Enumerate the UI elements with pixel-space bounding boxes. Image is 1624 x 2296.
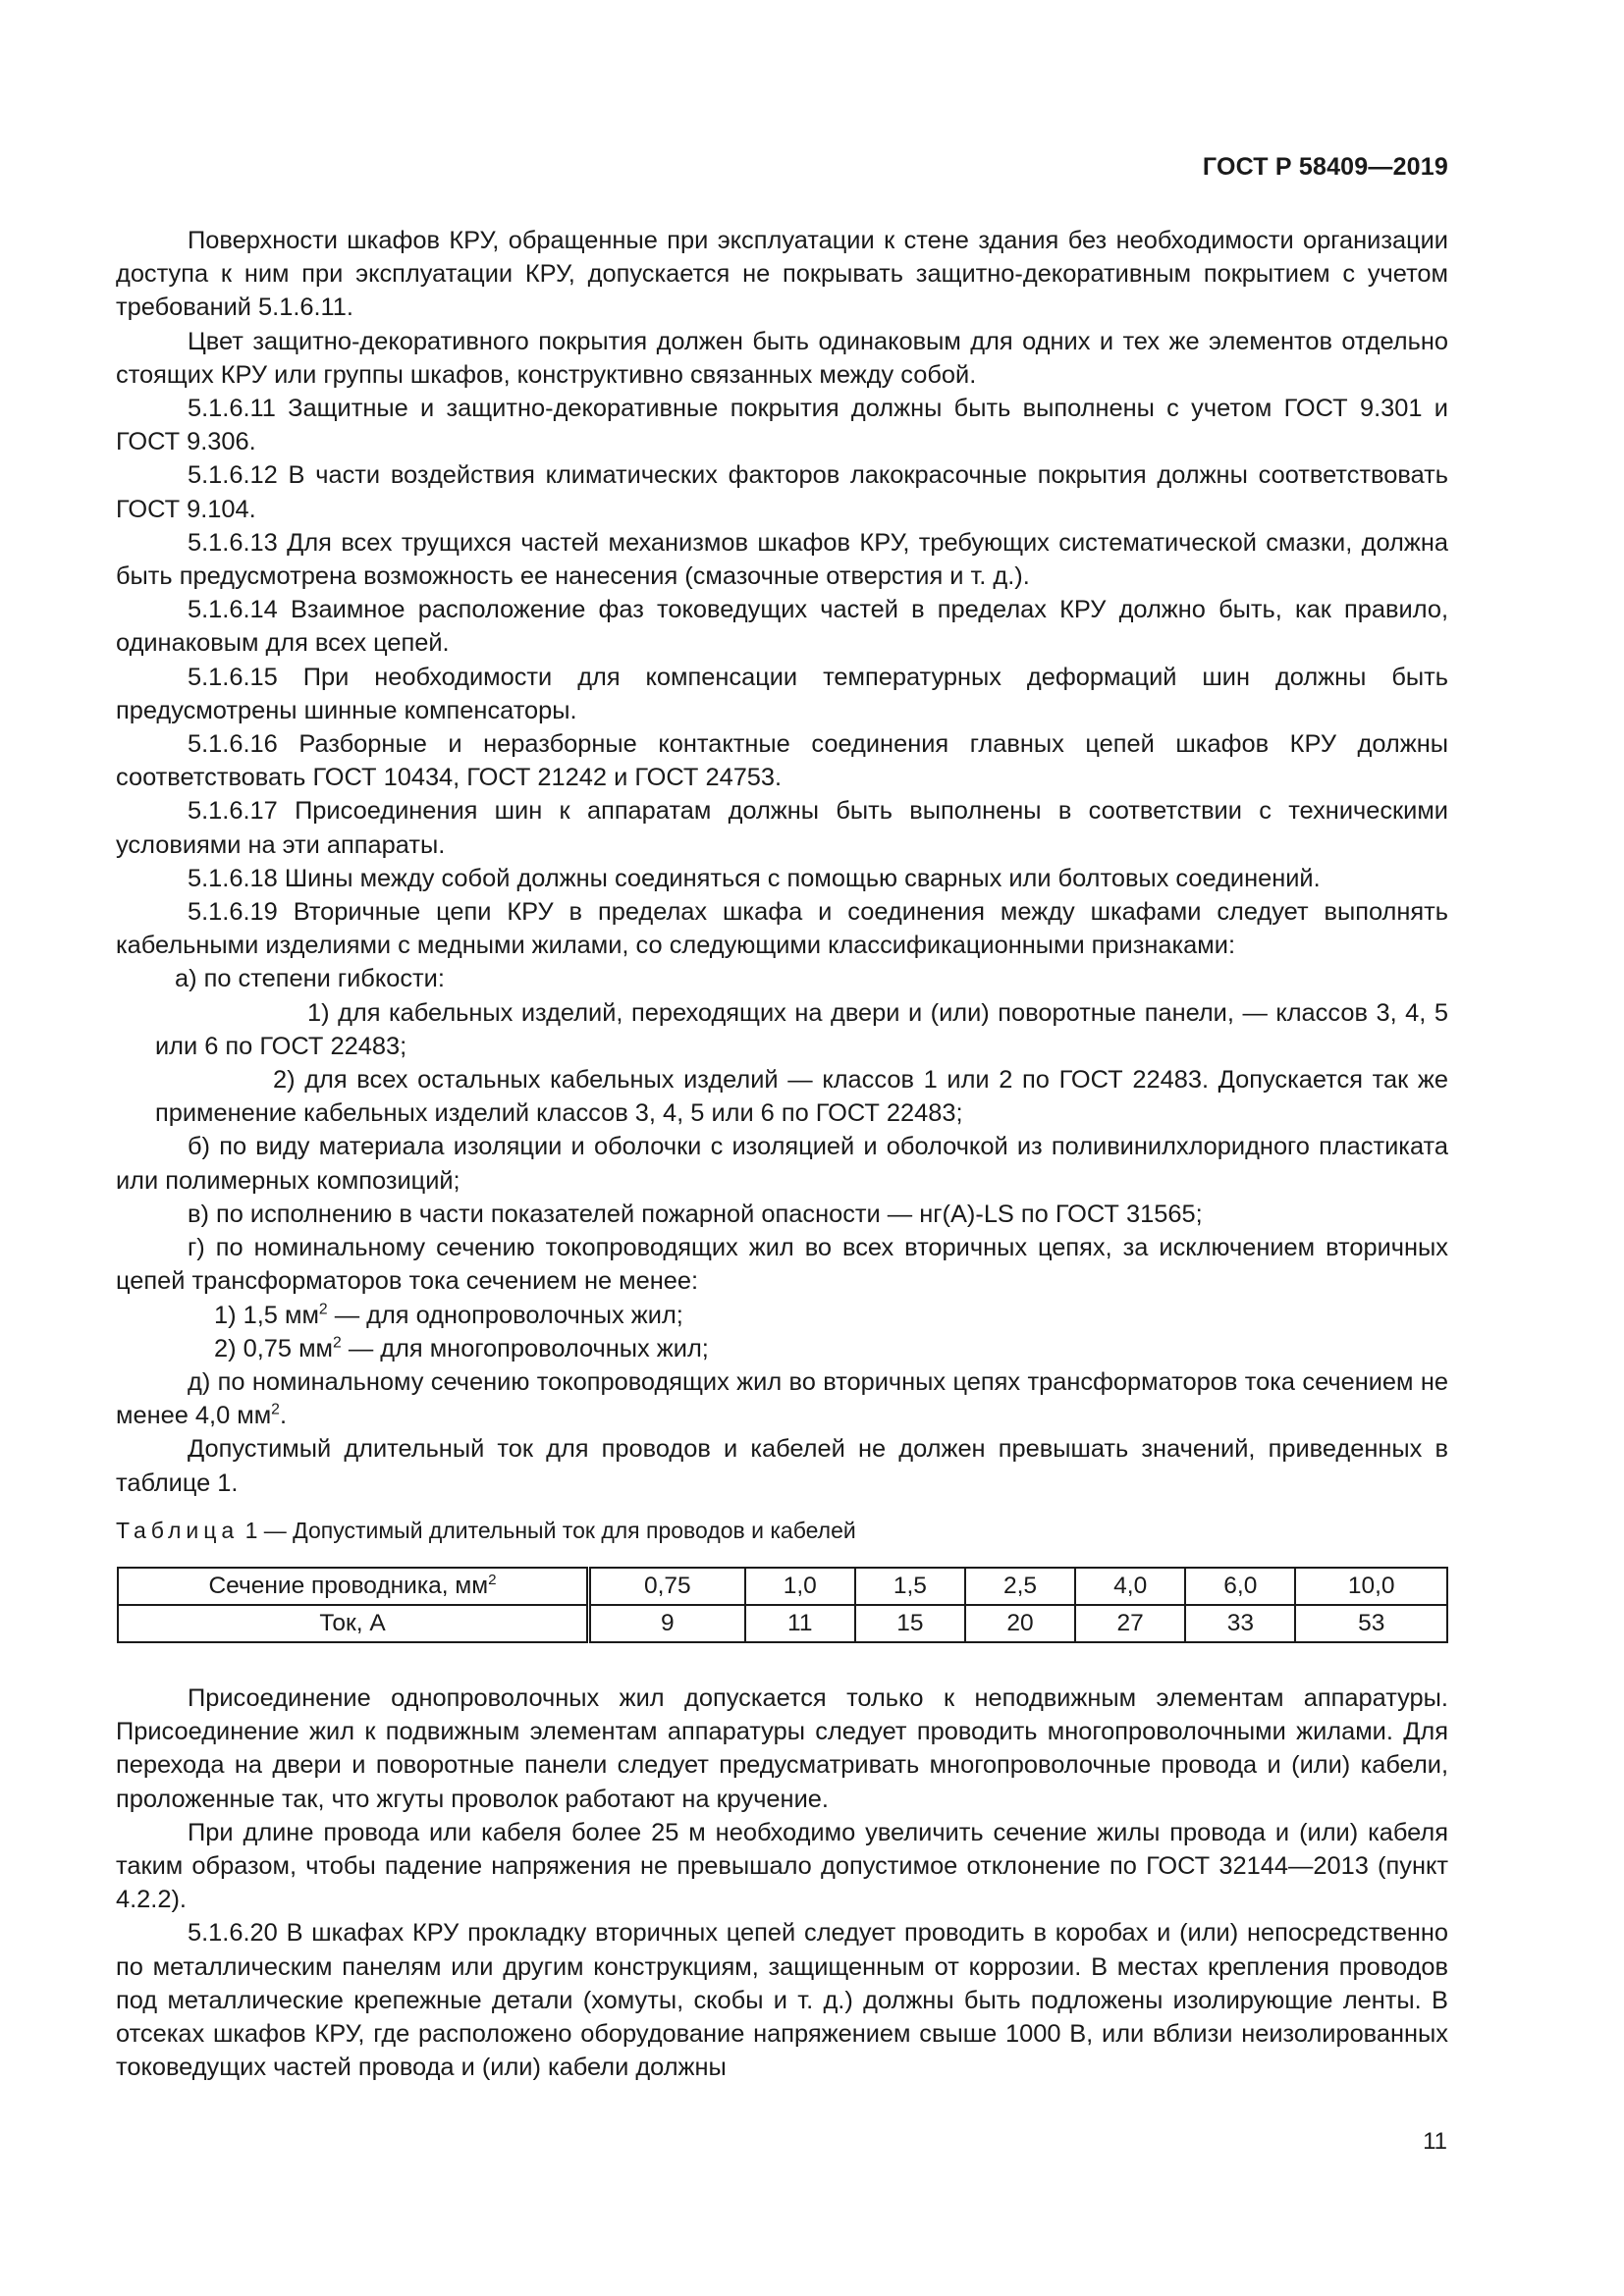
- list-item: а) по степени гибкости:: [175, 965, 445, 993]
- table-cell: 4,0: [1075, 1568, 1185, 1605]
- table-caption: [116, 1518, 856, 1544]
- list-item: б) по виду материала изоляции и оболочки с изоляцией и оболочкой из поливинилхлоридного пластиката или полимерных композиций;: [116, 1133, 1448, 1195]
- list-item: г) по номинальному сечению токопроводящих жил во всех вторичных цепях, за исключением вторичных цепей трансформаторов тока сечением не менее:: [116, 1234, 1448, 1296]
- list-item-text: 2) 0,75 мм: [214, 1334, 334, 1362]
- table-row: [118, 1568, 1447, 1605]
- document-id-header: ГОСТ Р 58409—2019: [1202, 153, 1448, 181]
- paragraph: Допустимый длительный ток для проводов и кабелей не должен превышать значений, приведенных в таблице 1.: [116, 1435, 1448, 1497]
- table-header-cell: Ток, А: [118, 1605, 589, 1642]
- list-item-text: .: [279, 1402, 287, 1430]
- paragraph: 5.1.6.11 Защитные и защитно-декоративные покрытия должны быть выполнены с учетом ГОСТ 9.301 и ГОСТ 9.306.: [116, 395, 1448, 456]
- table-header-cell: [118, 1568, 589, 1605]
- table-cell: 15: [855, 1605, 965, 1642]
- table-caption-text: 1 — Допустимый длительный ток для проводов и кабелей: [239, 1518, 856, 1543]
- paragraph: 5.1.6.19 Вторичные цепи КРУ в пределах шкафа и соединения между шкафами следует выполнять кабельными изделиями с медными жилами, со следующими классификационными признаками:: [116, 898, 1448, 960]
- table-cell: 27: [1075, 1605, 1185, 1642]
- table-cell: 2,5: [965, 1568, 1075, 1605]
- list-item-text: 1) 1,5 мм: [214, 1301, 319, 1329]
- superscript: 2: [318, 1301, 328, 1318]
- row-label: Сечение проводника, мм: [208, 1573, 489, 1599]
- list-item: 2) для всех остальных кабельных изделий — классов 1 или 2 по ГОСТ 22483. Допускается так же применение кабельных изделий классов 3, 4, 5 или 6 по ГОСТ 22483;: [155, 1066, 1448, 1128]
- list-item-text: — для многопроволочных жил;: [341, 1334, 709, 1362]
- paragraph: 5.1.6.15 При необходимости для компенсации температурных деформаций шин должны быть предусмотрены шинные компенсаторы.: [116, 663, 1448, 724]
- table-cell: 33: [1185, 1605, 1295, 1642]
- list-item: [116, 1365, 1448, 1432]
- table-cell: 1,5: [855, 1568, 965, 1605]
- superscript: 2: [488, 1571, 497, 1588]
- paragraph: При длине провода или кабеля более 25 м необходимо увеличить сечение жилы провода и (или) кабеля таким образом, чтобы падение напряжения не превышало допустимое отклонение по ГОСТ 32144—2013 (пункт 4.2.2).: [116, 1818, 1448, 1914]
- page-number: 11: [1423, 2128, 1447, 2155]
- superscript: 2: [271, 1401, 280, 1418]
- superscript: 2: [333, 1334, 342, 1352]
- table-row: [118, 1605, 1447, 1642]
- list-item-text: д) по номинальному сечению токопроводящих жил во вторичных цепях трансформаторов тока сечением не менее 4,0 мм: [116, 1367, 1448, 1430]
- paragraph: 5.1.6.17 Присоединения шин к аппаратам должны быть выполнены в соответствии с техническими условиями на эти аппараты.: [116, 797, 1448, 859]
- paragraph: 5.1.6.20 В шкафах КРУ прокладку вторичных цепей следует проводить в коробах и (или) непосредственно по металлическим панелям или другим конструкциям, защищенным от коррозии. В местах крепления проводов под металлические крепежные детали (хомуты, скобы и т. д.) должны быть подложены изолирующие ленты. В отсеках шкафов КРУ, где расположено оборудование напряжением свыше 1000 В, или вблизи неизолированных токоведущих частей провода и (или) кабели должны: [116, 1919, 1448, 2082]
- table-cell: 6,0: [1185, 1568, 1295, 1605]
- paragraph: 5.1.6.16 Разборные и неразборные контактные соединения главных цепей шкафов КРУ должны соответствовать ГОСТ 10434, ГОСТ 21242 и ГОСТ 24753.: [116, 730, 1448, 792]
- list-item: в) по исполнению в части показателей пожарной опасности — нг(A)-LS по ГОСТ 31565;: [188, 1200, 1203, 1228]
- table-cell: 20: [965, 1605, 1075, 1642]
- paragraph: 5.1.6.14 Взаимное расположение фаз токоведущих частей в пределах КРУ должно быть, как правило, одинаковым для всех цепей.: [116, 596, 1448, 658]
- table-cell: 53: [1295, 1605, 1447, 1642]
- paragraph: 5.1.6.13 Для всех трущихся частей механизмов шкафов КРУ, требующих систематической смазки, должна быть предусмотрена возможность ее нанесения (смазочные отверстия и т. д.).: [116, 528, 1448, 591]
- table-cell: 1,0: [745, 1568, 855, 1605]
- list-item: 1) для кабельных изделий, переходящих на двери и (или) поворотные панели, — классов 3, 4, 5 или 6 по ГОСТ 22483;: [155, 998, 1448, 1060]
- table-cell: 9: [589, 1605, 745, 1642]
- paragraph: Цвет защитно-декоративного покрытия должен быть одинаковым для одних и тех же элементов отдельно стоящих КРУ или группы шкафов, конструктивно связанных между собой.: [116, 327, 1448, 389]
- paragraph: Поверхности шкафов КРУ, обращенные при эксплуатации к стене здания без необходимости организации доступа к ним при эксплуатации КРУ, допускается не покрывать защитно-декоративным покрытием с учетом требований 5.1.6.11.: [116, 227, 1448, 322]
- current-table: [117, 1567, 1448, 1643]
- list-item-text: — для однопроволочных жил;: [327, 1301, 683, 1329]
- table-cell: 10,0: [1295, 1568, 1447, 1605]
- paragraph: 5.1.6.12 В части воздействия климатических факторов лакокрасочные покрытия должны соответствовать ГОСТ 9.104.: [116, 461, 1448, 523]
- body-text-top: [116, 224, 1448, 1500]
- body-text-bottom: [116, 1682, 1448, 2084]
- table-cell: 11: [745, 1605, 855, 1642]
- paragraph: Присоединение однопроволочных жил допускается только к неподвижным элементам аппаратуры. Присоединение жил к подвижным элементам аппаратуры следует проводить многопроволочными жилами. Для перехода на двери и поворотные панели следует предусматривать многопроволочные провода и (или) кабели, проложенные так, что жгуты проволок работают на кручение.: [116, 1684, 1448, 1813]
- paragraph: 5.1.6.18 Шины между собой должны соединяться с помощью сварных или болтовых соединений.: [188, 864, 1321, 892]
- list-item: [116, 1332, 1448, 1365]
- list-item: [116, 1299, 1448, 1332]
- table-caption-word: Таблица: [116, 1518, 240, 1543]
- table-cell: 0,75: [589, 1568, 745, 1605]
